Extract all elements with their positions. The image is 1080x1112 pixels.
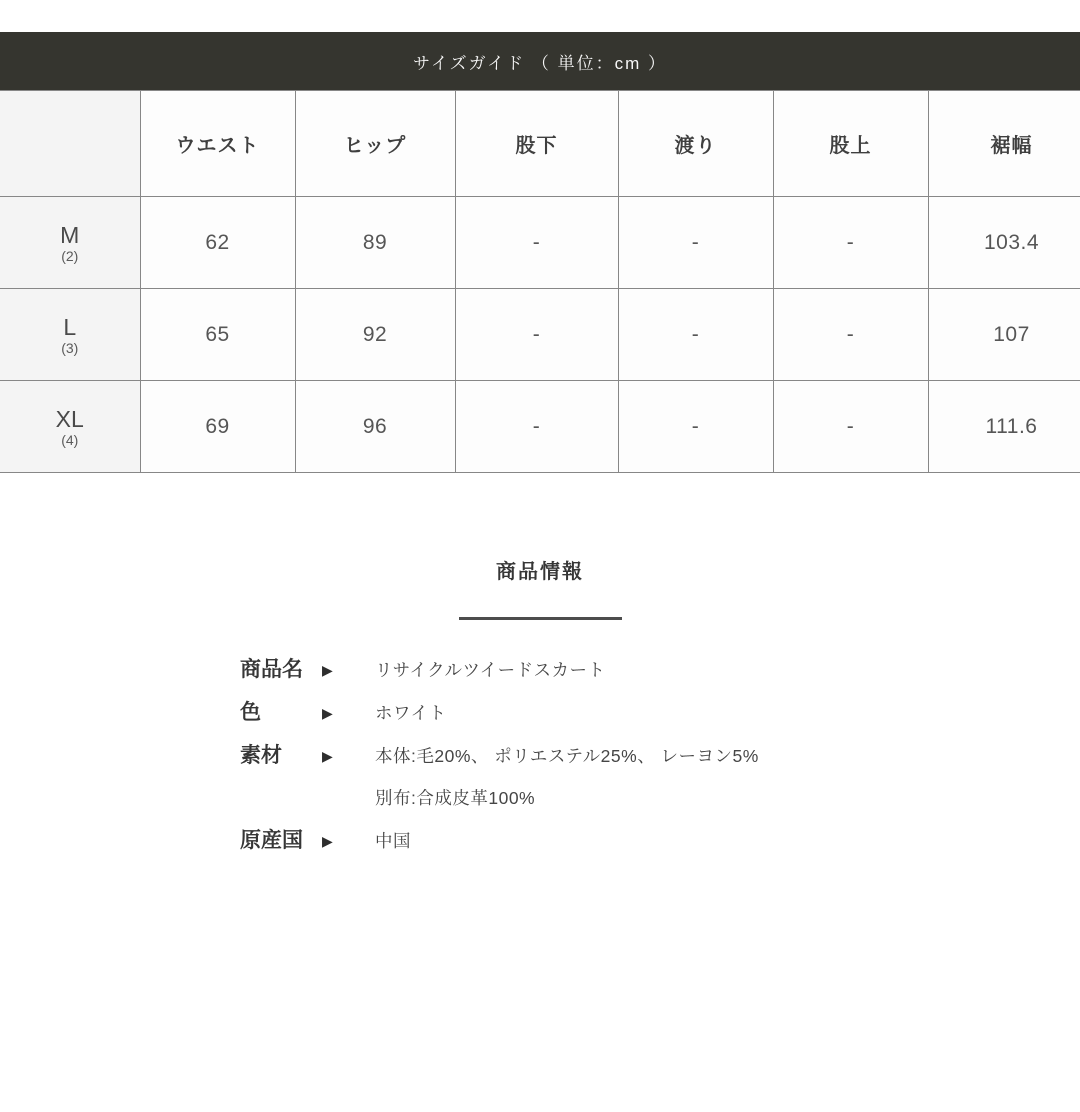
info-label: 色	[240, 701, 261, 724]
size-guide-title: サイズガイド （ 単位：cm ）	[413, 53, 667, 73]
cell-xl-hem-width: 111.6	[928, 381, 1080, 473]
cell-m-hip: 89	[295, 197, 455, 289]
header-cell-inseam: 股下	[455, 91, 618, 197]
cell-m-hem-width: 103.4	[928, 197, 1080, 289]
size-guide-title-bar	[0, 32, 1080, 90]
material-line-1: 本体:毛20%、 ポリエステル25%、 レーヨン5%	[375, 746, 759, 766]
info-row-color	[240, 699, 1080, 727]
table-row-size-xl	[0, 381, 1080, 473]
info-row-material	[240, 742, 1080, 812]
cell-m-rise: -	[773, 197, 928, 289]
cell-l-inseam: -	[455, 289, 618, 381]
info-value: 中国	[375, 831, 411, 851]
product-info-list	[0, 656, 1080, 855]
cell-m-thigh: -	[618, 197, 773, 289]
info-label: 原産国	[240, 829, 303, 852]
size-table	[0, 90, 1080, 473]
info-value: ホワイト	[375, 703, 447, 723]
header-cell-rise: 股上	[773, 91, 928, 197]
material-line-2: 別布:合成皮革100%	[375, 788, 536, 808]
header-cell-hip: ヒップ	[295, 91, 455, 197]
info-row-country-of-origin	[240, 827, 1080, 855]
header-cell-waist: ウエスト	[140, 91, 295, 197]
size-sub: (3)	[61, 339, 79, 356]
table-row-size-m	[0, 197, 1080, 289]
arrow-right-icon: ▶	[322, 748, 333, 764]
cell-xl-inseam: -	[455, 381, 618, 473]
cell-xl-hip: 96	[295, 381, 455, 473]
cell-m-waist: 62	[140, 197, 295, 289]
heading-underline	[459, 617, 622, 620]
cell-xl-thigh: -	[618, 381, 773, 473]
cell-l-hem-width: 107	[928, 289, 1080, 381]
row-label-m	[0, 197, 140, 289]
row-label-l	[0, 289, 140, 381]
size-sub: (2)	[61, 247, 79, 264]
cell-l-thigh: -	[618, 289, 773, 381]
size-name: L	[63, 313, 77, 340]
size-sub: (4)	[61, 431, 79, 448]
product-info-section	[0, 555, 1080, 855]
cell-l-rise: -	[773, 289, 928, 381]
arrow-right-icon: ▶	[322, 833, 333, 849]
header-cell-blank	[0, 91, 140, 197]
cell-l-hip: 92	[295, 289, 455, 381]
info-value	[375, 742, 759, 812]
product-info-heading: 商品情報	[496, 561, 584, 583]
cell-xl-rise: -	[773, 381, 928, 473]
info-label: 商品名	[240, 658, 303, 681]
arrow-right-icon: ▶	[322, 662, 333, 678]
info-value: リサイクルツイードスカート	[375, 660, 606, 680]
size-name: XL	[55, 405, 84, 432]
size-name: M	[60, 221, 80, 248]
size-table-container	[0, 90, 1080, 473]
cell-m-inseam: -	[455, 197, 618, 289]
table-row-size-l	[0, 289, 1080, 381]
arrow-right-icon: ▶	[322, 705, 333, 721]
info-label: 素材	[240, 744, 282, 767]
header-cell-hem-width: 裾幅	[928, 91, 1080, 197]
cell-l-waist: 65	[140, 289, 295, 381]
row-label-xl	[0, 381, 140, 473]
cell-xl-waist: 69	[140, 381, 295, 473]
header-cell-thigh: 渡り	[618, 91, 773, 197]
info-row-product-name	[240, 656, 1080, 684]
size-table-header-row	[0, 91, 1080, 197]
